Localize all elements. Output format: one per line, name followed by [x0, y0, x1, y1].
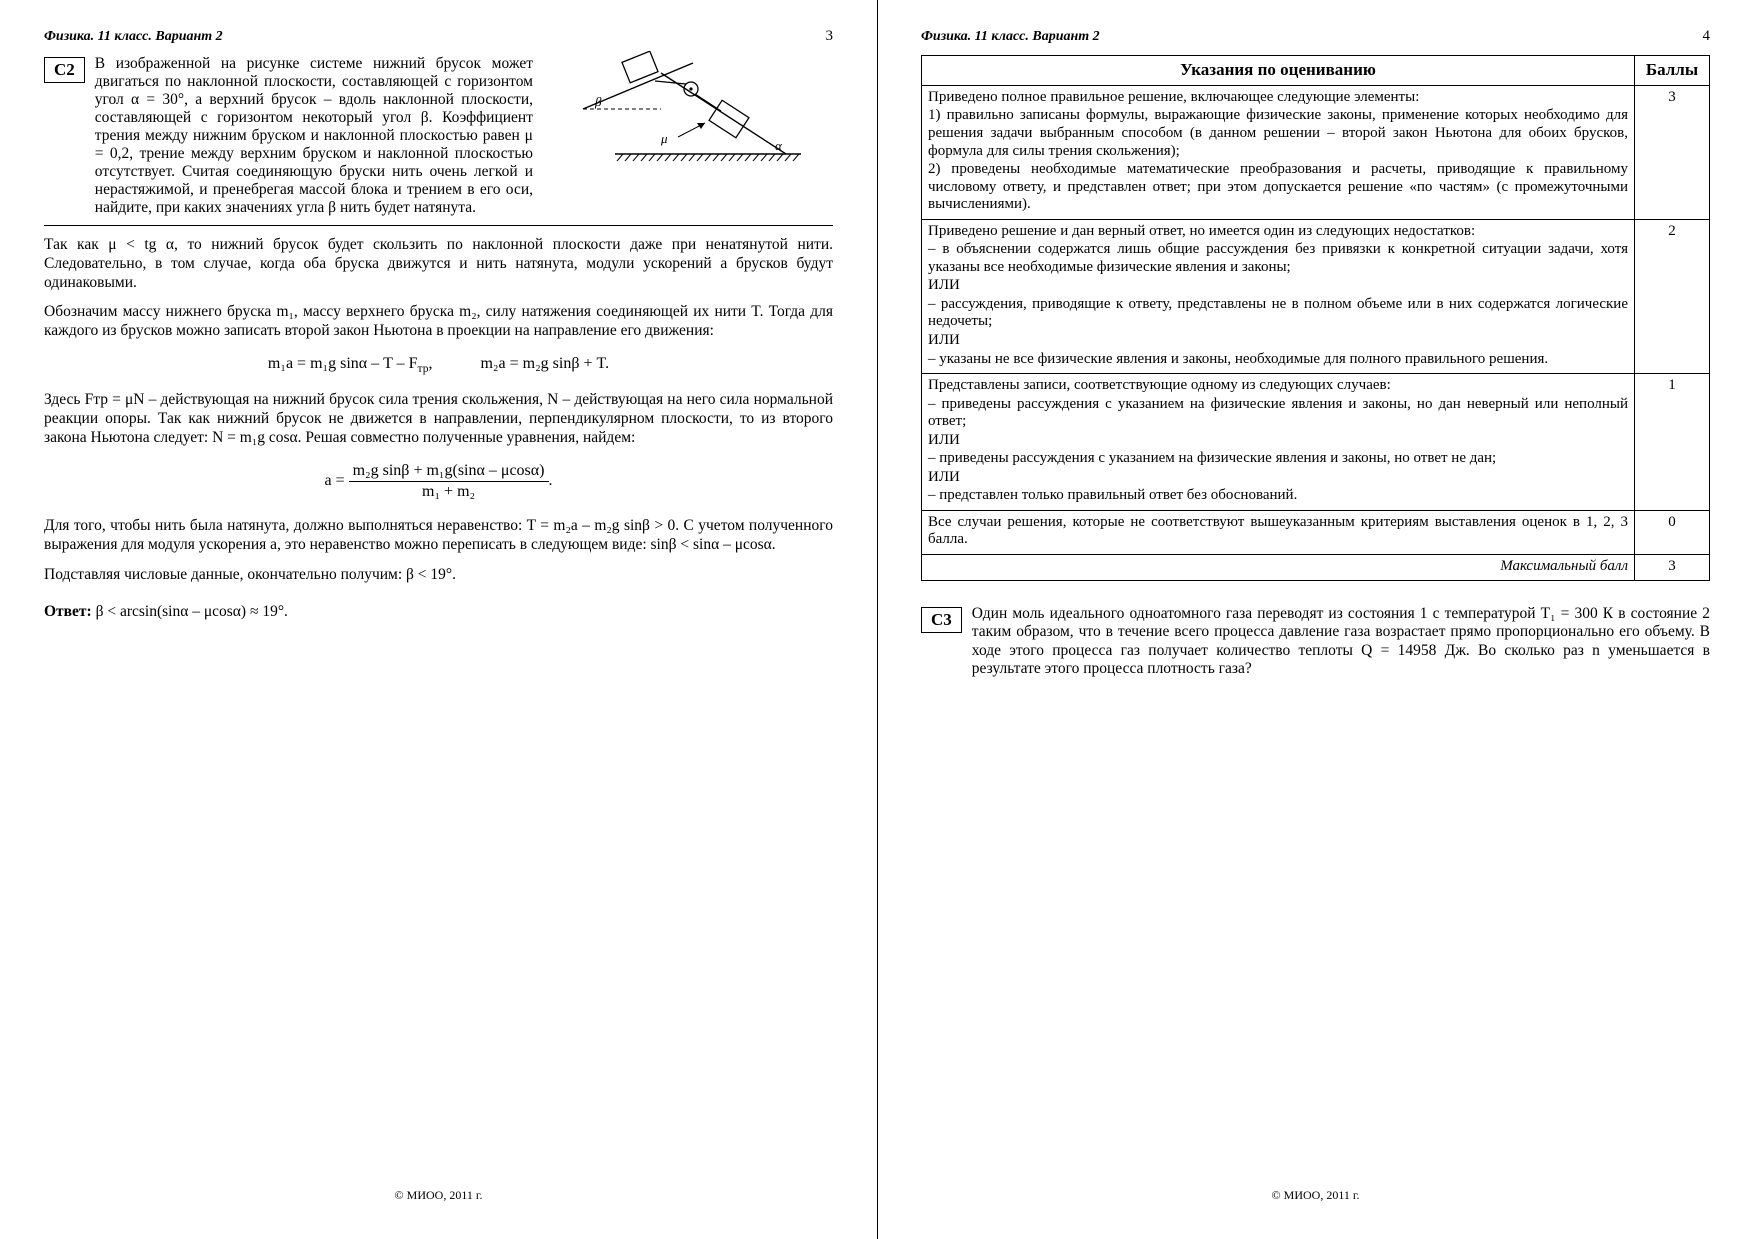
- score-cell-1: 1: [1635, 374, 1710, 511]
- criteria-line: ИЛИ: [928, 431, 960, 448]
- answer-line: [44, 603, 833, 621]
- criteria-line: – приведены рассуждения с указанием на физические явления и законы, но дан неверный или неполный ответ;: [928, 395, 1628, 430]
- header-title-right: Физика. 11 класс. Вариант 2: [921, 29, 1100, 44]
- criteria-line: – в объяснении содержатся лишь общие рассуждения без привязки к конкретной ситуации задачи, хотя указаны все необходимые физические явления и законы;: [928, 241, 1628, 275]
- formula-2-lhs: a =: [324, 472, 345, 490]
- formula-2-numerator: m₂g sinβ + m₁g(sinα – μcosα): [349, 462, 549, 482]
- page-right: [877, 0, 1754, 1239]
- figure-label-beta: β: [595, 94, 602, 109]
- score-cell-3: 3: [1635, 85, 1710, 219]
- criteria-cell-0: [922, 510, 1635, 554]
- task-c2-tag: C2: [44, 57, 85, 83]
- criteria-cell-3: [922, 85, 1635, 219]
- criteria-line: Приведено полное правильное решение, включающее следующие элементы:: [928, 88, 1420, 105]
- solution-paragraph-5: Подставляя числовые данные, окончательно получим: β < 19°.: [44, 565, 456, 583]
- criteria-line: ИЛИ: [928, 468, 960, 485]
- score-cell-2: 2: [1635, 219, 1710, 373]
- criteria-line: 2) проведены необходимые математические преобразования и расчеты, приводящие к правильному числовому ответу, и представлен ответ; при этом допускается решение «по частям» (с промежуточными вычислениями).: [928, 161, 1628, 213]
- header-title-left: Физика. 11 класс. Вариант 2: [44, 29, 223, 44]
- column-header-score: Баллы: [1635, 56, 1710, 86]
- task-c2-text: В изображенной на рисунке системе нижний брусок может двигаться по наклонной плоскости, составляющей с горизонтом угол α = 30°, а верхний брусок – вдоль наклонной плоскости, составляющей с горизонтом некоторый угол β. Коэффициент трения между нижним бруском и наклонной плоскостью равен μ = 0,2, трение между верхним бруском и наклонной плоскостью отсутствует. Считая соединяющую бруски нить очень легкой и нерастяжимой, и пренебрегая массой блока и трением в его оси, найдите, при каких значениях угла β нить будет натянута.: [94, 55, 533, 216]
- inclined-plane-figure: [543, 51, 833, 181]
- criteria-line: – приведены рассуждения с указанием на физические явления и законы, но ответ не дан;: [928, 450, 1497, 467]
- column-header-criteria: Указания по оцениванию: [922, 56, 1635, 86]
- max-score-label: Максимальный балл: [922, 555, 1635, 581]
- formula-1-left: m₁a = m₁g sinα – T – F: [267, 355, 418, 373]
- max-score-value: 3: [1635, 555, 1710, 581]
- page-header-left: [44, 28, 833, 45]
- criteria-line: Представлены записи, соответствующие одному из следующих случаев:: [928, 377, 1391, 394]
- task-c3-text: Один моль идеального одноатомного газа переводят из состояния 1 с температурой T₁ = 300 К в состояние 2 таким образом, что в течение всего процесса давление газа возрастает прямо пропорционально его объему. В ходе этого процесса газ получает количество теплоты Q = 14958 Дж. Во сколько раз n уменьшается в результате этого процесса плотность газа?: [971, 604, 1710, 678]
- criteria-line: – представлен только правильный ответ без обоснований.: [928, 487, 1298, 504]
- criteria-cell-1: [922, 374, 1635, 511]
- solution-paragraph-1: Так как μ < tg α, то нижний брусок будет скользить по наклонной плоскости даже при ненатянутой нити. Следовательно, в том случае, когда оба бруска движутся и нить натянута, модули ускорений a брусков будут одинаковыми.: [44, 235, 833, 291]
- criteria-line: – указаны не все физические явления и законы, необходимые для полного правильного решения.: [928, 350, 1549, 367]
- criteria-line: ИЛИ: [928, 331, 960, 348]
- figure-label-alpha: α: [775, 138, 782, 153]
- formula-newton-laws: [44, 355, 833, 375]
- formula-2-fraction: [349, 462, 549, 501]
- formula-2-denominator: m₁ + m₂: [422, 483, 476, 501]
- page-number-left: 3: [825, 28, 833, 44]
- task-c3: [921, 605, 1710, 679]
- answer-label: Ответ:: [44, 602, 92, 620]
- table-row: [922, 219, 1710, 373]
- footer-left: © МИОО, 2011 г.: [394, 1188, 483, 1202]
- criteria-line: Все случаи решения, которые не соответствуют вышеуказанным критериям выставления оценок в 1, 2, 3 балла.: [928, 513, 1628, 548]
- criteria-line: 1) правильно записаны формулы, выражающие физические законы, применение которых необходимо для решения задачи выбранным способом (в данном решении – второй закон Ньютона для обоих брусков, формула для силы трения скольжения);: [928, 107, 1628, 159]
- score-cell-0: 0: [1635, 510, 1710, 554]
- table-row: [922, 374, 1710, 511]
- formula-1-sub: тр: [417, 363, 429, 376]
- formula-2-tail: .: [548, 472, 553, 490]
- criteria-cell-2: [922, 219, 1635, 373]
- divider-rule: [44, 225, 833, 226]
- answer-value: β < arcsin(sinα – μcosα) ≈ 19°.: [95, 602, 288, 620]
- formula-acceleration: [44, 462, 833, 501]
- table-row: [922, 510, 1710, 554]
- criteria-line: ИЛИ: [928, 277, 960, 294]
- formula-1-right: m₂a = m₂g sinβ + T.: [480, 355, 610, 373]
- table-row: [922, 85, 1710, 219]
- task-c2-body: [95, 55, 833, 217]
- table-row-max: [922, 555, 1710, 581]
- footer-right: © МИОО, 2011 г.: [1271, 1188, 1360, 1202]
- page-number-right: 4: [1702, 28, 1710, 44]
- grading-criteria-table: [921, 55, 1710, 581]
- criteria-line: – рассуждения, приводящие к ответу, представлены не в полном объеме или в них содержатся логические недочеты;: [928, 295, 1628, 330]
- table-header-row: [922, 56, 1710, 86]
- solution-paragraph-3: Здесь Fтр = μN – действующая на нижний брусок сила трения скольжения, N – действующая на него сила нормальной реакции опоры. Так как нижний брусок не движется в направлении, перпендикулярном плоскости, то из второго закона Ньютона следует: N = m₁g cosα. Решая совместно полученные уравнения, найдем:: [44, 391, 833, 447]
- figure-label-mu: μ: [661, 131, 668, 146]
- solution-paragraph-4: Для того, чтобы нить была натянута, должно выполняться неравенство: T = m₂a – m₂g sinβ > 0. С учетом полученного выражения для модуля ускорения a, это неравенство можно переписать в следующем виде: sinβ < sinα – μcosα.: [44, 517, 833, 554]
- page-header-right: [921, 28, 1710, 45]
- solution-paragraph-2: Обозначим массу нижнего бруска m₁, массу верхнего бруска m₂, силу натяжения соединяющей их нити T. Тогда для каждого из брусков можно записать второй закон Ньютона в проекции на направление его движения:: [44, 303, 833, 340]
- criteria-line: Приведено решение и дан верный ответ, но имеется один из следующих недостатков:: [928, 222, 1476, 239]
- task-c2: [44, 55, 833, 217]
- formula-1-mid: ,: [428, 355, 433, 373]
- task-c3-tag: C3: [921, 607, 962, 633]
